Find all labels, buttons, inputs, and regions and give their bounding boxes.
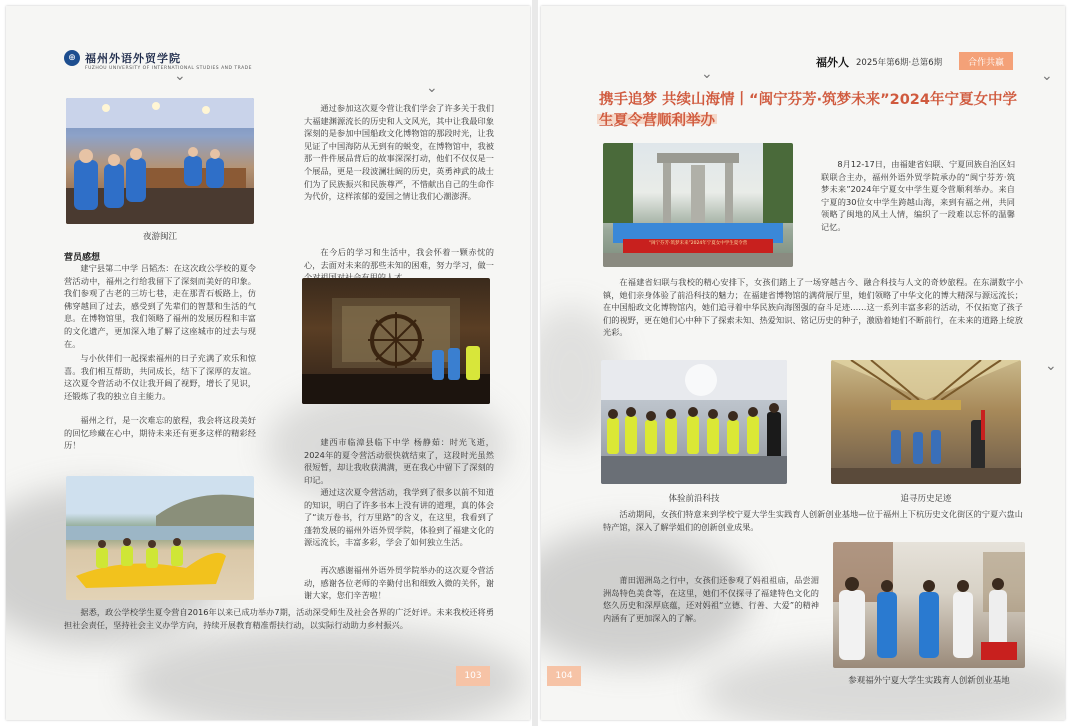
paragraph: 福州之行，是一次难忘的旅程，我会将这段美好的回忆珍藏在心中，期待未来还有更多这样的精彩经历！ bbox=[64, 415, 256, 451]
paragraph: 在今后的学习和生活中，我会怀着一颗赤忱的心，去面对未来的那些未知的困难，努力学习，做一 bbox=[304, 247, 494, 270]
base-visit-illustration bbox=[833, 542, 1025, 668]
banner-text: “闽宁芬芳·筑梦未来”2024年宁夏女中学生夏令营 bbox=[648, 241, 748, 246]
paragraph: 再次感谢福州外语外贸学院举办的这次夏令营活动，感谢各位老师的辛勤付出和细致入微的关怀，谢谢大家，您们辛苦啦！ bbox=[304, 565, 494, 601]
bird-icon: ⌄ bbox=[701, 66, 713, 82]
group-gate-illustration bbox=[603, 143, 793, 267]
paragraph: 活动期间，女孩们特意来到学校宁夏大学生实践育人创新创业基地—位于福州上下杭历史文化街区的宁夏六盘山特产馆，深入了解学姐们的创新创业成果。 bbox=[603, 509, 1023, 532]
logo-subtitle: FUZHOU UNIVERSITY OF INTERNATIONAL STUDIES AND TRADE bbox=[85, 66, 252, 71]
night-cruise-illustration bbox=[66, 98, 254, 224]
beach-illustration bbox=[66, 476, 254, 600]
tech-experience-photo bbox=[601, 360, 787, 484]
paragraph: 在福建省妇联与我校的精心安排下，女孩们踏上了一场穿越古今、融合科技与人文的奇妙旅程。在东湖数字小镇，她们亲身体验了前沿科技的魅力；在福建省博物馆的满荷展厅里，她们领略了中华文化的博大精深与源远流长；在中国船政文化博物馆内，她们追寻着中华民族向海图强的奋斗足迹……这一系列丰富多彩的活动，不仅拓宽了孩子们的视野，更在她们心中种下了探索未知、热爱知识、铭记历史的种子，激励着她们不断前行，在未来的道路上绽放光彩。 bbox=[603, 277, 1023, 338]
paragraph: 通过这次夏令营活动，我学到了很多以前不知道的知识，明白了许多书本上没有讲的道理，真的体会了“读万卷书，行万里路”的含义，在这里，我看到了蓬勃发展的福州外语外贸学院，体验到了福建文化的源远流长，丰富多彩，学会了如何独立生活。 bbox=[304, 487, 494, 548]
history-arcade-illustration bbox=[831, 360, 1021, 484]
beach-photo bbox=[66, 476, 254, 600]
history-photo bbox=[831, 360, 1021, 484]
caption-history: 追寻历史足迹 bbox=[900, 494, 952, 504]
paragraph: 通过参加这次夏令营让我们学会了许多关于我们大福建渊源流长的历史和人文风光，其中让我最印象深刻的是参加中国船政文化博物馆的那段时光，让我见证了中国海防从无到有的蜕变，在博物馆中，我被那一件件展品背后的故事深深打动，他们不仅仅是一个展品，更是一段波澜壮阔的历史，英勇神武的战士们为了民族振兴和民族尊严，不惜献出自己的生命作为代价，这样浓郁的爱国之情让我们心潮澎湃。 bbox=[304, 103, 494, 202]
issue-info: 2025年第6期·总第6期 bbox=[856, 58, 943, 68]
page-number: 103 bbox=[456, 666, 490, 686]
night-cruise-photo bbox=[66, 98, 254, 224]
paragraph: 建宁县第二中学 吕韬杰：在这次政公学校的夏令营活动中，福州之行给我留下了深刻而美好的印象。我们参观了古老的三坊七巷，走在那青石板路上，仿佛穿越回了过去，感受到了先辈们的智慧和生活的气息。在博物馆里，我们领略了福州的发展历程和丰富的文化遗产，更加深入地了解了这座城市的过去与现在。 bbox=[64, 263, 256, 349]
group-gate-photo bbox=[603, 143, 793, 267]
logo-text: 福州外语外贸学院 bbox=[85, 52, 181, 65]
bird-icon: ⌄ bbox=[1041, 68, 1053, 84]
caption-night-cruise: 夜游闽江 bbox=[142, 232, 177, 242]
school-logo bbox=[64, 50, 181, 66]
paragraph: 与小伙伴们一起探索福州的日子充满了欢乐和惊喜。我们相互帮助，共同成长，结下了深厚的友谊。这次夏令营活动不仅让我开阔了视野，增长了见识，还锻炼了我的独立自主能力。 bbox=[64, 353, 256, 401]
page-number: 104 bbox=[547, 666, 581, 686]
article-title: 携手追梦 共续山海情丨“闽宁芬芳·筑梦未来”2024年宁夏女中学生夏令营顺利举办 bbox=[599, 92, 1017, 129]
magazine-name: 福外人 bbox=[816, 56, 849, 69]
tech-experience-illustration bbox=[601, 360, 787, 484]
paragraph: 建西市临漳县临下中学 杨静茹：时光飞逝，2024年的夏令营活动很快就结束了，这段时光虽然很短暂，却让我收获满满，更在我心中留下了深刻的印记。 bbox=[304, 437, 494, 485]
right-page bbox=[541, 6, 1065, 720]
paragraph: 据悉，政公学校学生夏令营自2016年以来已成功举办7期，活动深受师生及社会各界的广泛好评。未来我校还将勇担社会责任，坚持社会主义办学方向，持续开展教育精准帮扶行动，以实际行动助力乡村振兴。 bbox=[64, 607, 494, 630]
bird-icon: ⌄ bbox=[426, 80, 438, 96]
base-visit-photo bbox=[833, 542, 1025, 668]
paragraph: 8月12-17日，由福建省妇联、宁夏回族自治区妇联联合主办，福州外语外贸学院承办的“闽宁芬芳·筑梦未来”2024年宁夏女中学生夏令营顺利举办。来自宁夏的30位女中学生跨越山海，来到有福之州，共同领略了闽地的风土人情，编织了一段难以忘怀的温馨记忆。 bbox=[821, 159, 1015, 232]
column-tag: 合作共赢 bbox=[959, 52, 1013, 70]
left-page bbox=[6, 6, 530, 720]
emblem-icon: ⊕ bbox=[64, 50, 80, 66]
bird-icon: ⌄ bbox=[174, 68, 186, 84]
caption-tech: 体验前沿科技 bbox=[668, 494, 720, 504]
bird-icon: ⌄ bbox=[1045, 358, 1057, 374]
caption-base-visit: 参观福外宁夏大学生实践育人创新创业基地 bbox=[848, 676, 1010, 686]
page-gutter bbox=[532, 0, 538, 726]
museum-photo bbox=[302, 278, 490, 404]
section-heading: 营员感想 bbox=[64, 253, 101, 263]
ship-helm-illustration bbox=[302, 278, 490, 404]
paragraph: 莆田湄洲岛之行中，女孩们还参观了妈祖祖庙，品尝湄洲岛特色美食等，在这里，她们不仅探寻了福建特色文化的悠久历史和深厚底蕴，还对妈祖“立德、行善、大爱”的精神内涵有了更加深入的了解。 bbox=[603, 575, 819, 623]
